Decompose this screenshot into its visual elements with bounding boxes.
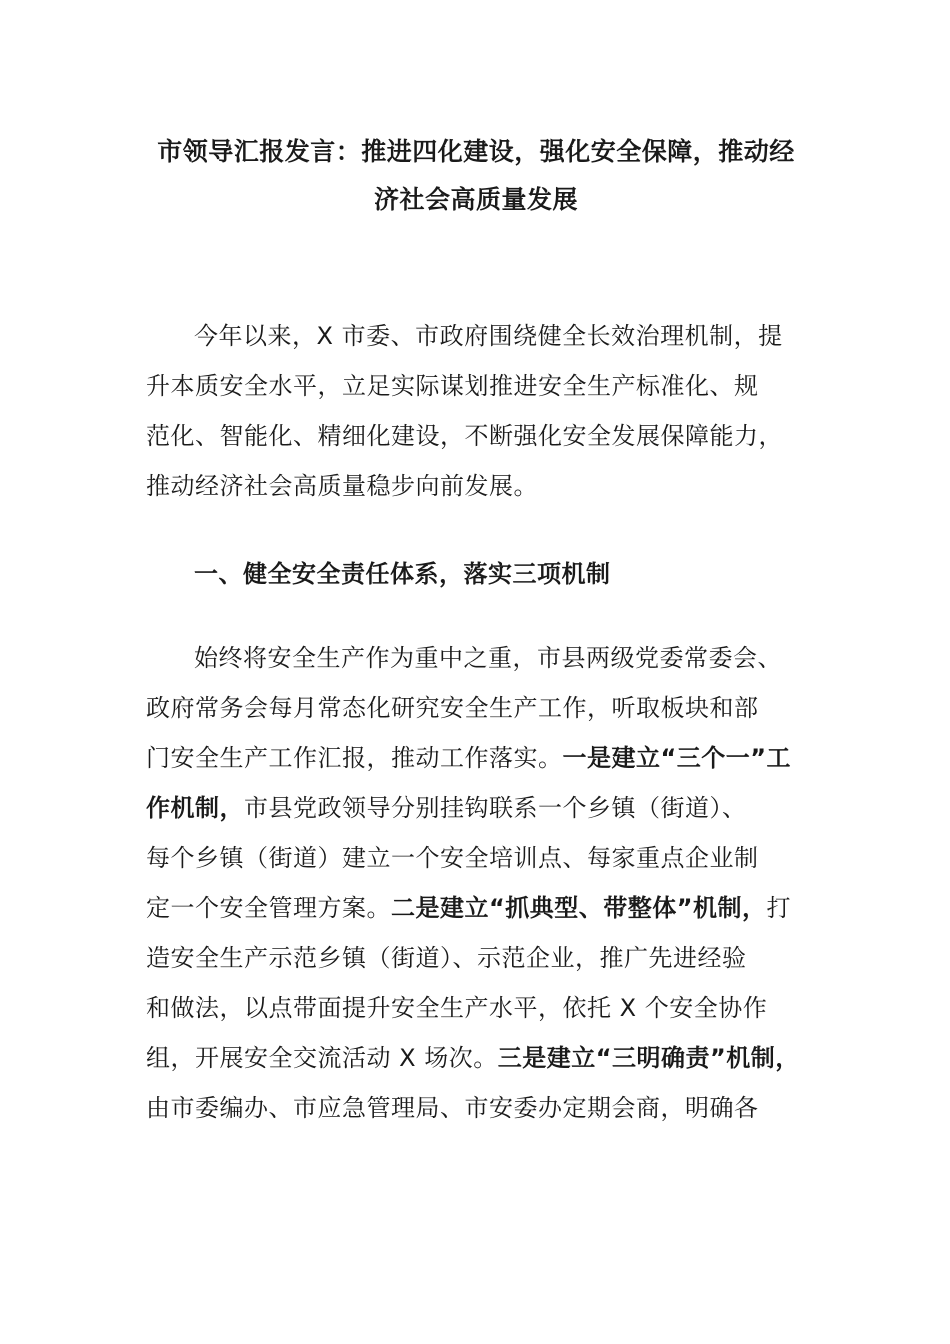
mechanism-2-title: 二是建立“抓典型、带整体”机制，	[391, 894, 767, 922]
section-line-4	[146, 783, 806, 833]
title-line-2: 济社会高质量发展	[373, 185, 578, 214]
intro-paragraph	[146, 311, 806, 511]
document-title	[146, 128, 806, 224]
section-line-1: 始终将安全生产作为重中之重，市县两级党委常委会、	[194, 644, 782, 672]
section-paragraph	[146, 633, 806, 1133]
section-line-6-tail: 打	[766, 894, 792, 922]
section-heading: 一、健全安全责任体系，落实三项机制	[194, 560, 611, 588]
section-line-6-text: 定一个安全管理方案。	[146, 894, 391, 922]
section-line-8: 和做法，以点带面提升安全生产水平，依托 X 个安全协作	[146, 994, 768, 1022]
section-line-3	[146, 733, 806, 783]
intro-line-2: 升本质安全水平，立足实际谋划推进安全生产标准化、规	[146, 372, 759, 400]
mechanism-1-title-end: 作机制，	[146, 794, 244, 822]
section-line-10: 由市委编办、市应急管理局、市安委办定期会商，明确各	[146, 1094, 759, 1122]
mechanism-1-title-start: 一是建立“三个一”工	[562, 744, 792, 772]
mechanism-3-title: 三是建立“三明确责”机制，	[497, 1044, 800, 1072]
intro-line-3: 范化、智能化、精细化建设，不断强化安全发展保障能力，	[146, 422, 783, 450]
title-line-1: 市领导汇报发言：推进四化建设，强化安全保障，推动经	[157, 137, 795, 166]
section-line-5: 每个乡镇（街道）建立一个安全培训点、每家重点企业制	[146, 844, 759, 872]
section-line-6	[146, 883, 806, 933]
section-line-9	[146, 1033, 806, 1083]
intro-line-1: 今年以来，X 市委、市政府围绕健全长效治理机制，提	[194, 322, 783, 350]
intro-line-4: 推动经济社会高质量稳步向前发展。	[146, 472, 538, 500]
section-line-9-text: 组，开展安全交流活动 X 场次。	[146, 1044, 498, 1072]
section-line-7: 造安全生产示范乡镇（街道）、示范企业，推广先进经验	[146, 944, 747, 972]
section-line-3-text: 门安全生产工作汇报，推动工作落实。	[146, 744, 563, 772]
section-line-2: 政府常务会每月常态化研究安全生产工作，听取板块和部	[146, 694, 759, 722]
section-line-4-text: 市县党政领导分别挂钩联系一个乡镇（街道）、	[244, 794, 747, 822]
